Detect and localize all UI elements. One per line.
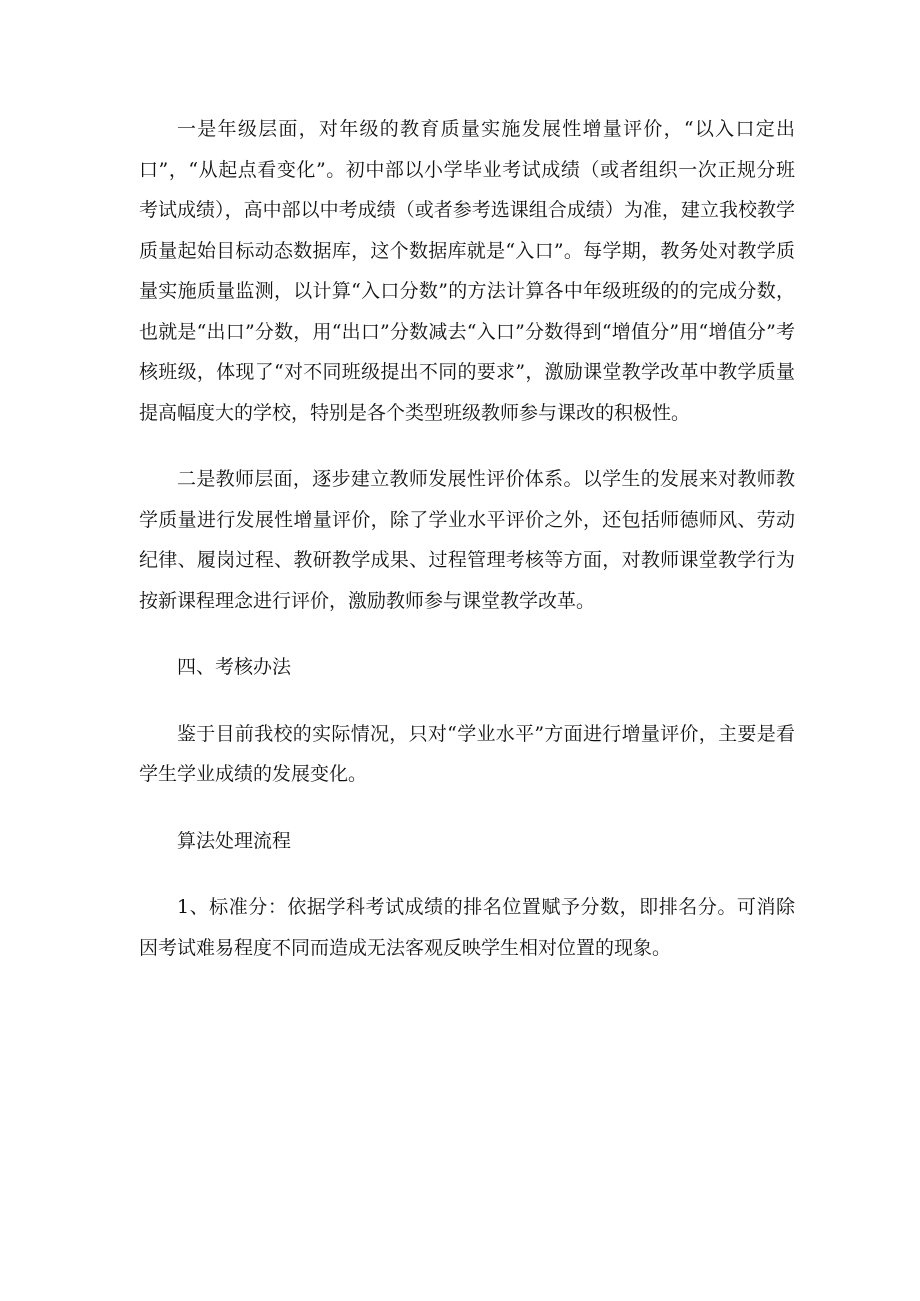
paragraph-standard-score: 1、标准分：依据学科考试成绩的排名位置赋予分数，即排名分。可消除因考试难易程度不同而造成无法客观反映学生相对位置的现象。 [139, 896, 795, 959]
section-heading-algorithm-flow: 算法处理流程 [177, 829, 292, 852]
document-body [139, 109, 795, 968]
paragraph-current-situation: 鉴于目前我校的实际情况，只对“学业水平”方面进行增量评价，主要是看学生学业成绩的发展变化。 [139, 722, 795, 785]
paragraph-teacher-level: 二是教师层面，逐步建立教师发展性评价体系。以学生的发展来对教师教学质量进行发展性增量评价，除了学业水平评价之外，还包括师德师风、劳动纪律、履岗过程、教研教学成果、过程管理考核等方面，对教师课堂教学行为按新课程理念进行评价，激励教师参与课堂教学改革。 [139, 468, 795, 612]
section-heading-assessment-method: 四、考核办法 [177, 656, 292, 678]
paragraph-grade-level: 一是年级层面，对年级的教育质量实施发展性增量评价，“以入口定出口”，“从起点看变化”。初中部以小学毕业考试成绩（或者组织一次正规分班考试成绩），高中部以中考成绩（或者参考选课组合成绩）为准，建立我校教学质量起始目标动态数据库，这个数据库就是“入口”。每学期，教务处对教学质量实施质量监测，以计算“入口分数”的方法计算各中年级班级的的完成分数，也就是“出口”分数，用“出口”分数减去“入口”分数得到“增值分”用“增值分”考核班级，体现了“对不同班级提出不同的要求”，激励课堂教学改革中教学质量提高幅度大的学校，特别是各个类型班级教师参与课改的积极性。 [139, 118, 795, 424]
